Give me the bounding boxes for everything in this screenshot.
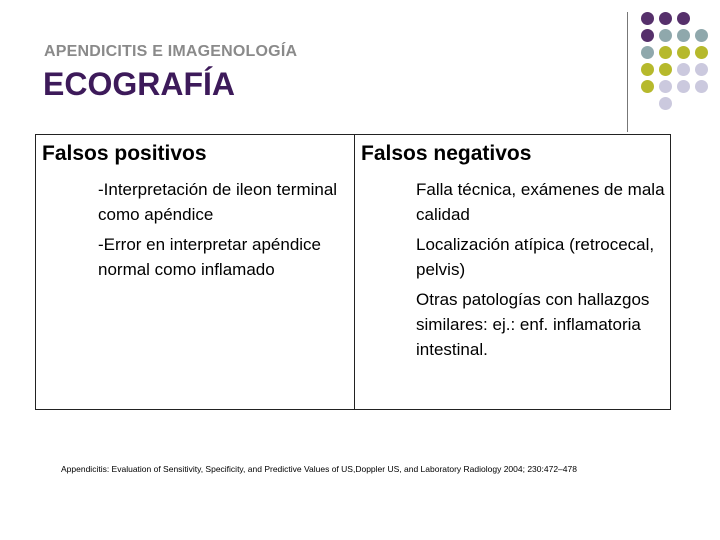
decorative-dot [641,12,654,25]
decorative-dot [659,63,672,76]
decorative-dot [695,80,708,93]
reference-footnote: Appendicitis: Evaluation of Sensitivity, Specificity, and Predictive Values of US,Doppler US, and Laboratory Radiology 2004; 230:472–478 [61,464,577,474]
false-positives-list [98,177,348,287]
false-negatives-heading: Falsos negativos [361,142,532,165]
decorative-dot [695,29,708,42]
slide-subtitle: APENDICITIS E IMAGENOLOGÍA [44,43,298,60]
slide-title: ECOGRAFÍA [43,66,235,102]
list-item: Localización atípica (retrocecal, pelvis) [416,235,655,279]
false-negatives-column [355,135,670,409]
false-positives-column [36,135,354,409]
list-item: -Error en interpretar apéndice normal como inflamado [98,235,322,279]
decorative-dot [677,12,690,25]
list-item: Falla técnica, exámenes de mala calidad [416,180,665,224]
decorative-dot [641,63,654,76]
list-item: -Interpretación de ileon terminal como apéndice [98,180,338,224]
decorative-dot [659,12,672,25]
decorative-dot [677,63,690,76]
decorative-dot [659,80,672,93]
decorative-dot [695,46,708,59]
decorative-dot [641,46,654,59]
false-positives-heading: Falsos positivos [42,142,207,165]
decorative-dot [677,80,690,93]
decorative-dot [641,80,654,93]
comparison-table [35,134,671,410]
list-item: Otras patologías con hallazgos similares: ej.: enf. inflamatoria intestinal. [416,290,650,359]
decorative-dot-grid [0,0,720,120]
decorative-dot [659,46,672,59]
decorative-dot [695,63,708,76]
false-negatives-list [416,177,668,367]
decorative-dot [659,29,672,42]
decorative-dot [677,46,690,59]
decorative-dot [659,97,672,110]
decorative-dot [677,29,690,42]
decorative-dot [641,29,654,42]
